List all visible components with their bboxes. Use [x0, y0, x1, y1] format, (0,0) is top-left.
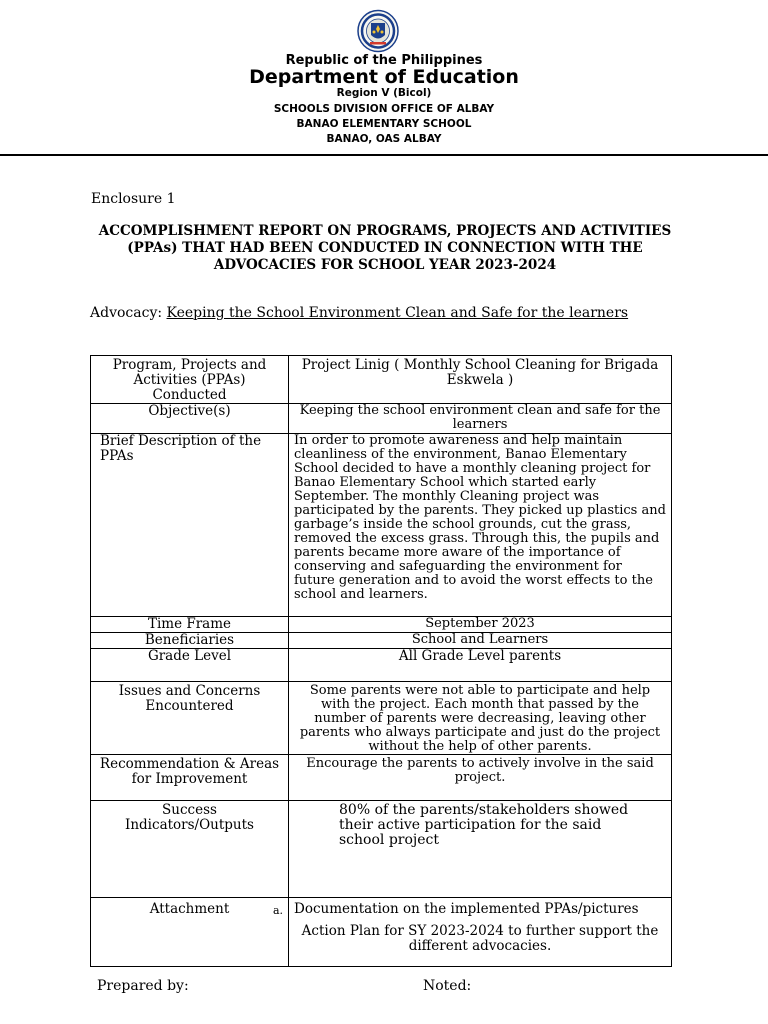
recommendation-value: Encourage the parents to actively involve in the said project.: [289, 755, 672, 801]
timeframe-label: Time Frame: [91, 617, 289, 633]
deped-seal-icon: [351, 9, 405, 53]
grade-level-value: All Grade Level parents: [289, 649, 672, 682]
enclosure-label: Enclosure 1: [91, 191, 176, 207]
attachment-label: Attachment: [149, 901, 230, 917]
table-row: [91, 356, 672, 404]
issues-value: Some parents were not able to participate and help with the project. Each month that passed by the number of parents were decreasing, leaving other parents who always participate and just do the project without the help of other parents.: [289, 682, 672, 755]
department-name: Department of Education: [249, 66, 519, 88]
school-line: BANAO ELEMENTARY SCHOOL: [296, 118, 472, 130]
recommendation-label: Recommendation & Areas for Improvement: [91, 755, 289, 801]
header-divider: [0, 154, 768, 156]
grade-level-label: Grade Level: [91, 649, 289, 682]
description-value: In order to promote awareness and help maintain cleanliness of the environment, Banao Elementary School decided to have a monthly cleaning project for Banao Elementary School which started early September. The monthly Cleaning project was participated by the parents. They picked up plastics and garbage’s inside the school grounds, cut the grass, removed the excess grass. Through this, the pupils and parents became more aware of the importance of conserving and safeguarding the environment for future generation and to avoid the worst effects to the school and learners.: [289, 434, 672, 617]
attachment-marker: a.: [272, 904, 283, 917]
ppa-report-table: [90, 355, 672, 967]
success-label: Success Indicators/Outputs: [91, 801, 289, 898]
advocacy-value: Keeping the School Environment Clean and Safe for the learners: [166, 305, 629, 321]
prepared-by-label: Prepared by:: [97, 978, 189, 994]
table-row: [91, 755, 672, 801]
table-row: [91, 682, 672, 755]
attachment-value-cell: [289, 898, 672, 967]
table-row: [91, 434, 672, 617]
table-row: [91, 801, 672, 898]
description-label: Brief Description of the PPAs: [91, 434, 289, 617]
table-row: [91, 404, 672, 434]
report-title: ACCOMPLISHMENT REPORT ON PROGRAMS, PROJECTS AND ACTIVITIES (PPAs) THAT HAD BEEN CONDUCTED IN CONNECTION WITH THE ADVOCACIES FOR SCHOOL YEAR 2023-2024: [98, 223, 672, 273]
beneficiaries-label: Beneficiaries: [91, 633, 289, 649]
address-line: BANAO, OAS ALBAY: [326, 133, 442, 145]
objective-value: Keeping the school environment clean and safe for the learners: [289, 404, 672, 434]
table-row: [91, 633, 672, 649]
timeframe-value: September 2023: [289, 617, 672, 633]
advocacy-line: [90, 305, 650, 322]
table-row: [91, 898, 672, 967]
ppa-value: Project Linig ( Monthly School Cleaning for Brigada Eskwela ): [289, 356, 672, 404]
division-line: SCHOOLS DIVISION OFFICE OF ALBAY: [273, 103, 495, 115]
objective-label: Objective(s): [91, 404, 289, 434]
table-row: [91, 617, 672, 633]
advocacy-label: Advocacy:: [90, 305, 167, 321]
region-line: Region V (Bicol): [336, 87, 432, 99]
attachment-item-a: Documentation on the implemented PPAs/pictures: [294, 901, 639, 917]
success-value: 80% of the parents/stakeholders showed their active participation for the said school project: [289, 801, 672, 898]
ppa-label: Program, Projects and Activities (PPAs) Conducted: [91, 356, 289, 404]
beneficiaries-value: School and Learners: [289, 633, 672, 649]
noted-label: Noted:: [423, 978, 472, 994]
republic-line: Republic of the Philippines: [285, 53, 483, 68]
table-row: [91, 649, 672, 682]
attachment-item-b: Action Plan for SY 2023-2024 to further support the different advocacies.: [301, 923, 659, 954]
attachment-label-cell: [91, 898, 289, 967]
issues-label: Issues and Concerns Encountered: [91, 682, 289, 755]
